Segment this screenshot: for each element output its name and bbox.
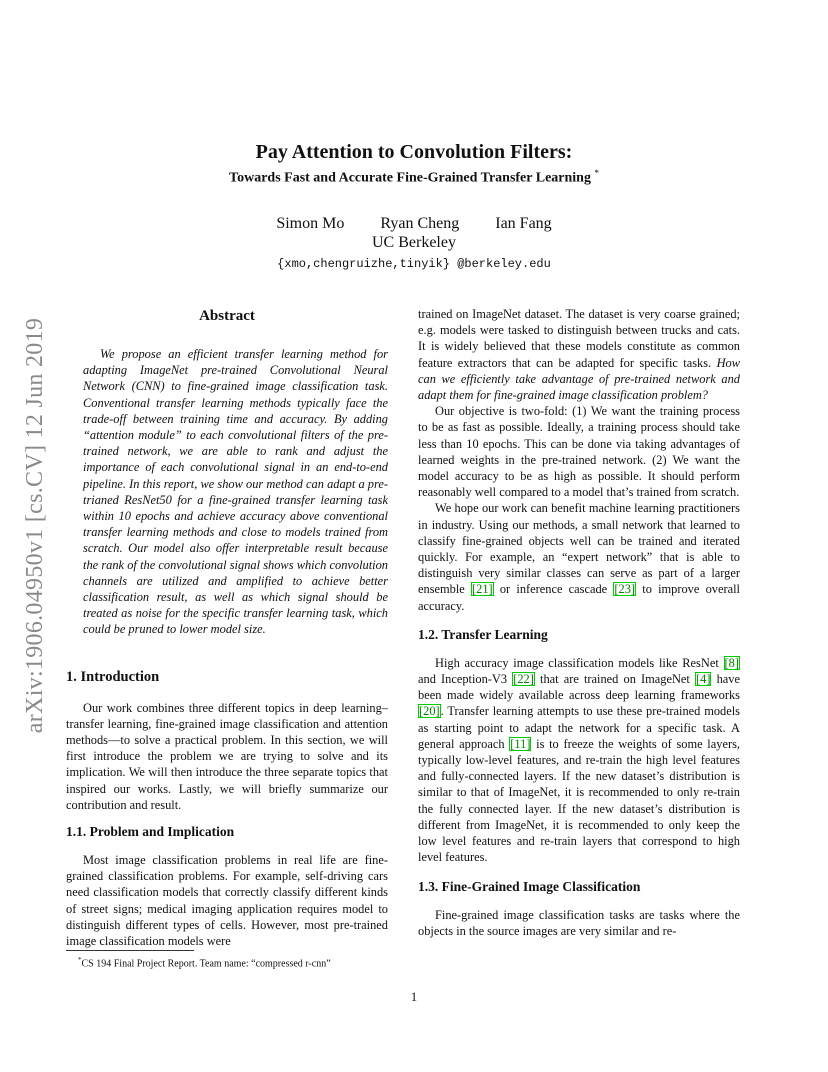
benefit-text: to improve overall accuracy. [418, 582, 740, 613]
footnote [78, 954, 398, 970]
problem-continued-text: trained on ImageNet dataset. The dataset is very coarse grained; e.g. models were tasked to distinguish between trucks and cats. It is widely believed that these models constitute as common feature extractors that can be adapted for specific tasks. [418, 307, 740, 370]
problem-paragraph: Most image classification problems in real life are fine-grained classification problems. For example, self-driving cars need classification models that correctly classify different kinds of street signs; medical imaging application requires model to distinguish different types of cells. However, most pre-trained image classification models were [66, 853, 388, 949]
section-heading-fine-grained: 1.3. Fine-Grained Image Classification [418, 878, 641, 894]
transfer-text: is to freeze the weights of some layers, typically low-level features, and re-train the high level features and fully-connected layers. If the new dataset’s distribution is similar to that of ImageNet, it is recommended to only re-train the fully connected layer. If the new dataset’s distribution is different from ImageNet, it is recommended to only keep the low level features and re-train layers that correspond to high level features. [418, 736, 740, 865]
author-emails: {xmo,chengruizhe,tinyik} @berkeley.edu [277, 257, 551, 271]
author-name: Simon Mo [276, 215, 345, 232]
arxiv-stamp-text: arXiv:1906.04950v1 [cs.CV] 12 Jun 2019 [22, 317, 49, 733]
research-question: How can we efficiently take advantage of pre-trained network and adapt them for fine-grained image classification problem? [418, 355, 740, 403]
abstract-text: We propose an efficient transfer learning method for adapting ImageNet pre-trained Convolutional Neural Network (CNN) to fine-grained image classification task. Conventional transfer learning methods typically face the trade-off between training time and accuracy. By adding “attention module” to each convolutional filters of the pre-trained network, we are able to rank and adjust the importance of each convolutional signal in an end-to-end pipeline. In this report, we show our method can adapt a pre-trianed ResNet50 for a fine-grained transfer learning task within 10 epochs and achieve accuracy above conventional transfer learning methods and close to models trained from scratch. Our model also offer interpretable result because the rank of the convolutional signal shows which convolution channels are utilized and amplified to achieve better classification result, as well as which signal should be treated as noise for the specific transfer learning task, which could be pruned to lower model size. [83, 347, 388, 637]
paper-subtitle-text: Towards Fast and Accurate Fine-Grained Transfer Learning [229, 170, 591, 186]
author-list [0, 214, 828, 234]
footnote-divider [66, 950, 194, 951]
transfer-text: . Transfer learning attempts to use these pre-trained models as starting point to adapt the network for a specific task. A general approach [418, 704, 740, 751]
problem-paragraph-continued [418, 306, 740, 403]
citation-link[interactable]: [21] [472, 582, 493, 597]
footnote-text: CS 194 Final Project Report. Team name: “compressed r-cnn” [81, 958, 331, 970]
citation-link[interactable]: [8] [724, 655, 739, 670]
title-footnote-mark[interactable]: * [594, 168, 599, 178]
page-number: 1 [410, 990, 418, 1004]
benefit-text: We hope our work can benefit machine learning practitioners in industry. Using our methods, a small network that learned to classify fine-grained objects well can be trained and iterated quickly. For example, an “expert network” that is able to distinguish very similar classes can serve as part of a larger ensemble [418, 501, 740, 597]
transfer-text: have been made widely available across deep learning frameworks [418, 672, 740, 703]
fine-grained-paragraph: Fine-grained image classification tasks are tasks where the objects in the source images are very similar and re- [418, 907, 740, 938]
left-column [66, 306, 388, 949]
objective-paragraph: Our objective is two-fold: (1) We want the training process to be as fast as possible. Ideally, a training process should take less than 10 epochs. This can be done via taking advantages of learned weights in the pre-trained network. (2) We want the model accuracy to be as high as possible. It should perform reasonably well compared to a model that’s trained from scratch. [418, 404, 740, 500]
citation-link[interactable]: [23] [614, 582, 636, 597]
author-name: Ryan Cheng [380, 215, 460, 232]
intro-paragraph: Our work combines three different topics in deep learning–transfer learning, fine-grained image classification and attention methods—to solve a practical problem. In this section, we will first introduce the problem we are trying to solve and its implication. We will then introduce the three separate topics that inspired our works. Lastly, we will briefly summarize our contribution and result. [66, 700, 388, 812]
paper-subtitle [0, 164, 828, 188]
section-heading-transfer-learning: 1.2. Transfer Learning [418, 626, 548, 642]
benefit-text: or inference cascade [499, 582, 608, 597]
transfer-text: that are trained on ImageNet [540, 672, 690, 687]
transfer-text: High accuracy image classification models like ResNet [435, 655, 719, 670]
citation-link[interactable]: [20] [419, 704, 440, 719]
benefit-paragraph [418, 500, 740, 613]
abstract-heading: Abstract [199, 308, 255, 324]
section-heading-problem: 1.1. Problem and Implication [66, 824, 235, 840]
section-heading-introduction: 1. Introduction [66, 668, 160, 685]
paper-title: Pay Attention to Convolution Filters: [255, 141, 573, 163]
affiliation: UC Berkeley [372, 234, 456, 251]
transfer-text: and Inception-V3 [418, 672, 508, 687]
citation-link[interactable]: [11] [510, 736, 531, 751]
arxiv-stamp [20, 290, 52, 760]
right-column [418, 306, 740, 939]
author-name: Ian Fang [495, 215, 552, 232]
transfer-learning-paragraph [418, 655, 740, 866]
footnote-mark: * [78, 956, 82, 964]
citation-link[interactable]: [22] [513, 672, 534, 687]
citation-link[interactable]: [4] [696, 672, 711, 687]
